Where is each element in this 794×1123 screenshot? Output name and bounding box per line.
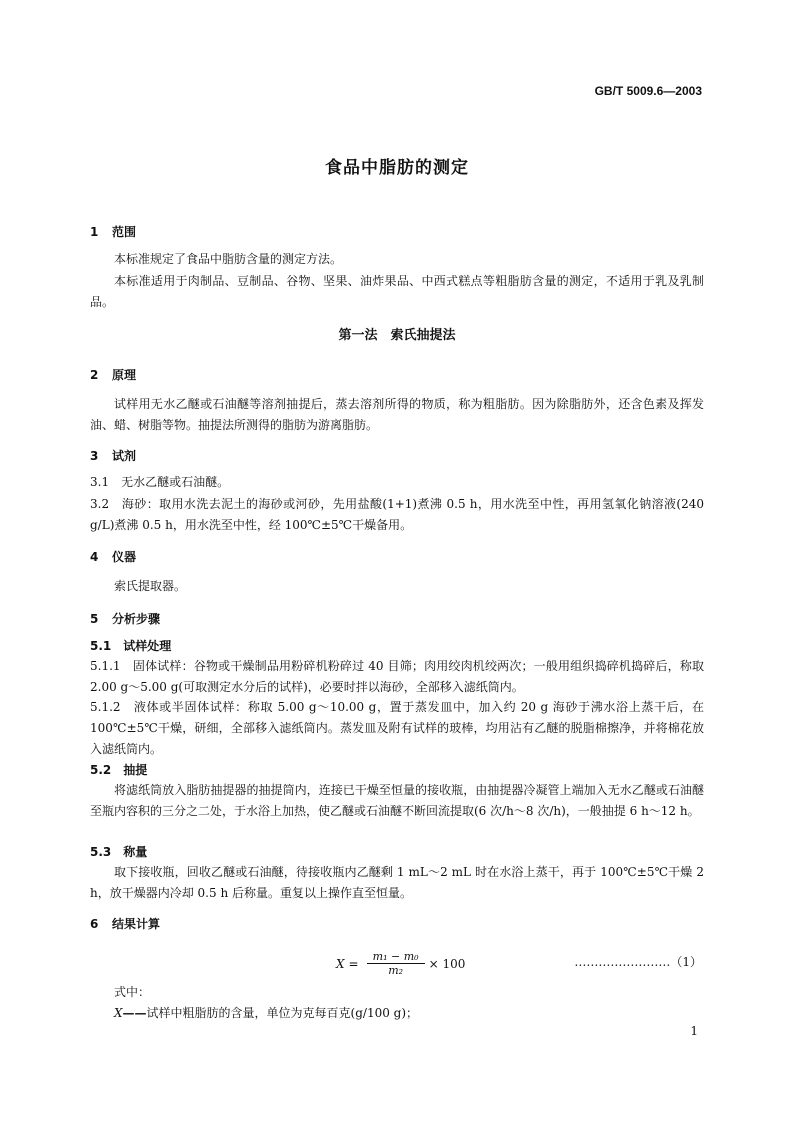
variable-description: 试样中粗脂肪的含量，单位为克每百克(g/100 g)； xyxy=(146,1006,419,1020)
page-number: 1 xyxy=(690,1024,698,1038)
section-title: 仪器 xyxy=(112,550,137,564)
section-heading-principle xyxy=(90,366,136,383)
formula-fraction xyxy=(367,950,425,977)
principle-para: 试样用无水乙醚或石油醚等溶剂抽提后，蒸去溶剂所得的物质，称为粗脂肪。因为除脂肪外，还含色素及挥发油、蜡、树脂等物。抽提法所测得的脂肪为游离脂肪。 xyxy=(90,397,704,432)
section-number: 5 xyxy=(90,612,99,626)
variable-definition-x xyxy=(114,1003,704,1024)
section-number: 2 xyxy=(90,368,99,382)
procedure-5-1-1: 5.1.1 固体试样：谷物或干燥制品用粉碎机粉碎过 40 目筛；肉用绞肉机绞两次；一般用组织捣碎机捣碎后，称取 2.00 g～5.00 g(可取测定水分后的试样)，必要时拌以海砂，全部移入滤纸筒内。 xyxy=(90,659,704,694)
section-heading-scope xyxy=(90,223,136,240)
subsection-heading-5-1: 5.1 试样处理 xyxy=(90,639,172,653)
section-heading-reagents xyxy=(90,447,136,464)
procedure-5-1-2: 5.1.2 液体或半固体试样：称取 5.00 g～10.00 g，置于蒸发皿中，加入约 20 g 海砂于沸水浴上蒸干后，在 100℃±5℃干燥，研细，全部移入滤纸筒内。蒸发皿及附有试样的玻棒，均用沾有乙醚的脱脂棉擦净，并将棉花放入滤纸筒内。 xyxy=(90,700,704,756)
scope-para-2: 本标准适用于肉制品、豆制品、谷物、坚果、油炸果品、中西式糕点等粗脂肪含量的测定，不适用于乳及乳制品。 xyxy=(90,274,704,309)
formula xyxy=(336,950,465,977)
section-number: 6 xyxy=(90,917,99,931)
section-title: 结果计算 xyxy=(112,917,161,931)
definition-dash: —— xyxy=(122,1006,147,1020)
formula-multiplier: × 100 xyxy=(428,956,466,971)
subsection-heading-5-2: 5.2 抽提 xyxy=(90,763,148,777)
reagent-3-1: 3.1 无水乙醚或石油醚。 xyxy=(90,475,230,489)
section-number: 1 xyxy=(90,225,99,239)
section-number: 3 xyxy=(90,449,99,463)
variable-symbol: X xyxy=(114,1006,123,1020)
equation-number: ……………………（1） xyxy=(574,955,702,969)
section-heading-procedure xyxy=(90,610,160,627)
formula-numerator: m₁ − m₀ xyxy=(372,950,419,963)
formula-denominator: m₂ xyxy=(388,964,404,977)
section-number: 4 xyxy=(90,550,99,564)
section-title: 原理 xyxy=(112,368,137,382)
method-title: 第一法 索氏抽提法 xyxy=(338,328,456,343)
subsection-heading-5-3: 5.3 称量 xyxy=(90,845,148,859)
standard-number: GB/T 5009.6—2003 xyxy=(594,84,702,98)
apparatus-para: 索氏提取器。 xyxy=(114,579,187,593)
procedure-5-3: 取下接收瓶，回收乙醚或石油醚，待接收瓶内乙醚剩 1 mL～2 mL 时在水浴上蒸干，再于 100℃±5℃干燥 2 h，放干燥器内冷却 0.5 h 后称量。重复以上操作直至恒量。 xyxy=(90,865,704,900)
section-title: 分析步骤 xyxy=(112,612,161,626)
section-title: 试剂 xyxy=(112,449,137,463)
scope-para-1: 本标准规定了食品中脂肪含量的测定方法。 xyxy=(114,252,343,266)
where-label: 式中： xyxy=(114,985,151,999)
page-title: 食品中脂肪的测定 xyxy=(325,158,469,178)
formula-lhs: X xyxy=(336,956,345,971)
section-title: 范围 xyxy=(112,225,137,239)
procedure-5-2: 将滤纸筒放入脂肪抽提器的抽提筒内，连接已干燥至恒量的接收瓶，由抽提器冷凝管上端加入无水乙醚或石油醚至瓶内容积的三分之二处，于水浴上加热，使乙醚或石油醚不断回流提取(6 次/h～8 次/h)，一般抽提 6 h～12 h。 xyxy=(90,783,704,818)
formula-equals: = xyxy=(348,956,359,971)
section-heading-apparatus xyxy=(90,548,136,565)
section-heading-calculation xyxy=(90,915,160,932)
reagent-3-2: 3.2 海砂：取用水洗去泥土的海砂或河砂，先用盐酸(1+1)煮沸 0.5 h，用水洗至中性，再用氢氧化钠溶液(240 g/L)煮沸 0.5 h，用水洗至中性，经 100℃±5℃干燥备用。 xyxy=(90,497,704,532)
